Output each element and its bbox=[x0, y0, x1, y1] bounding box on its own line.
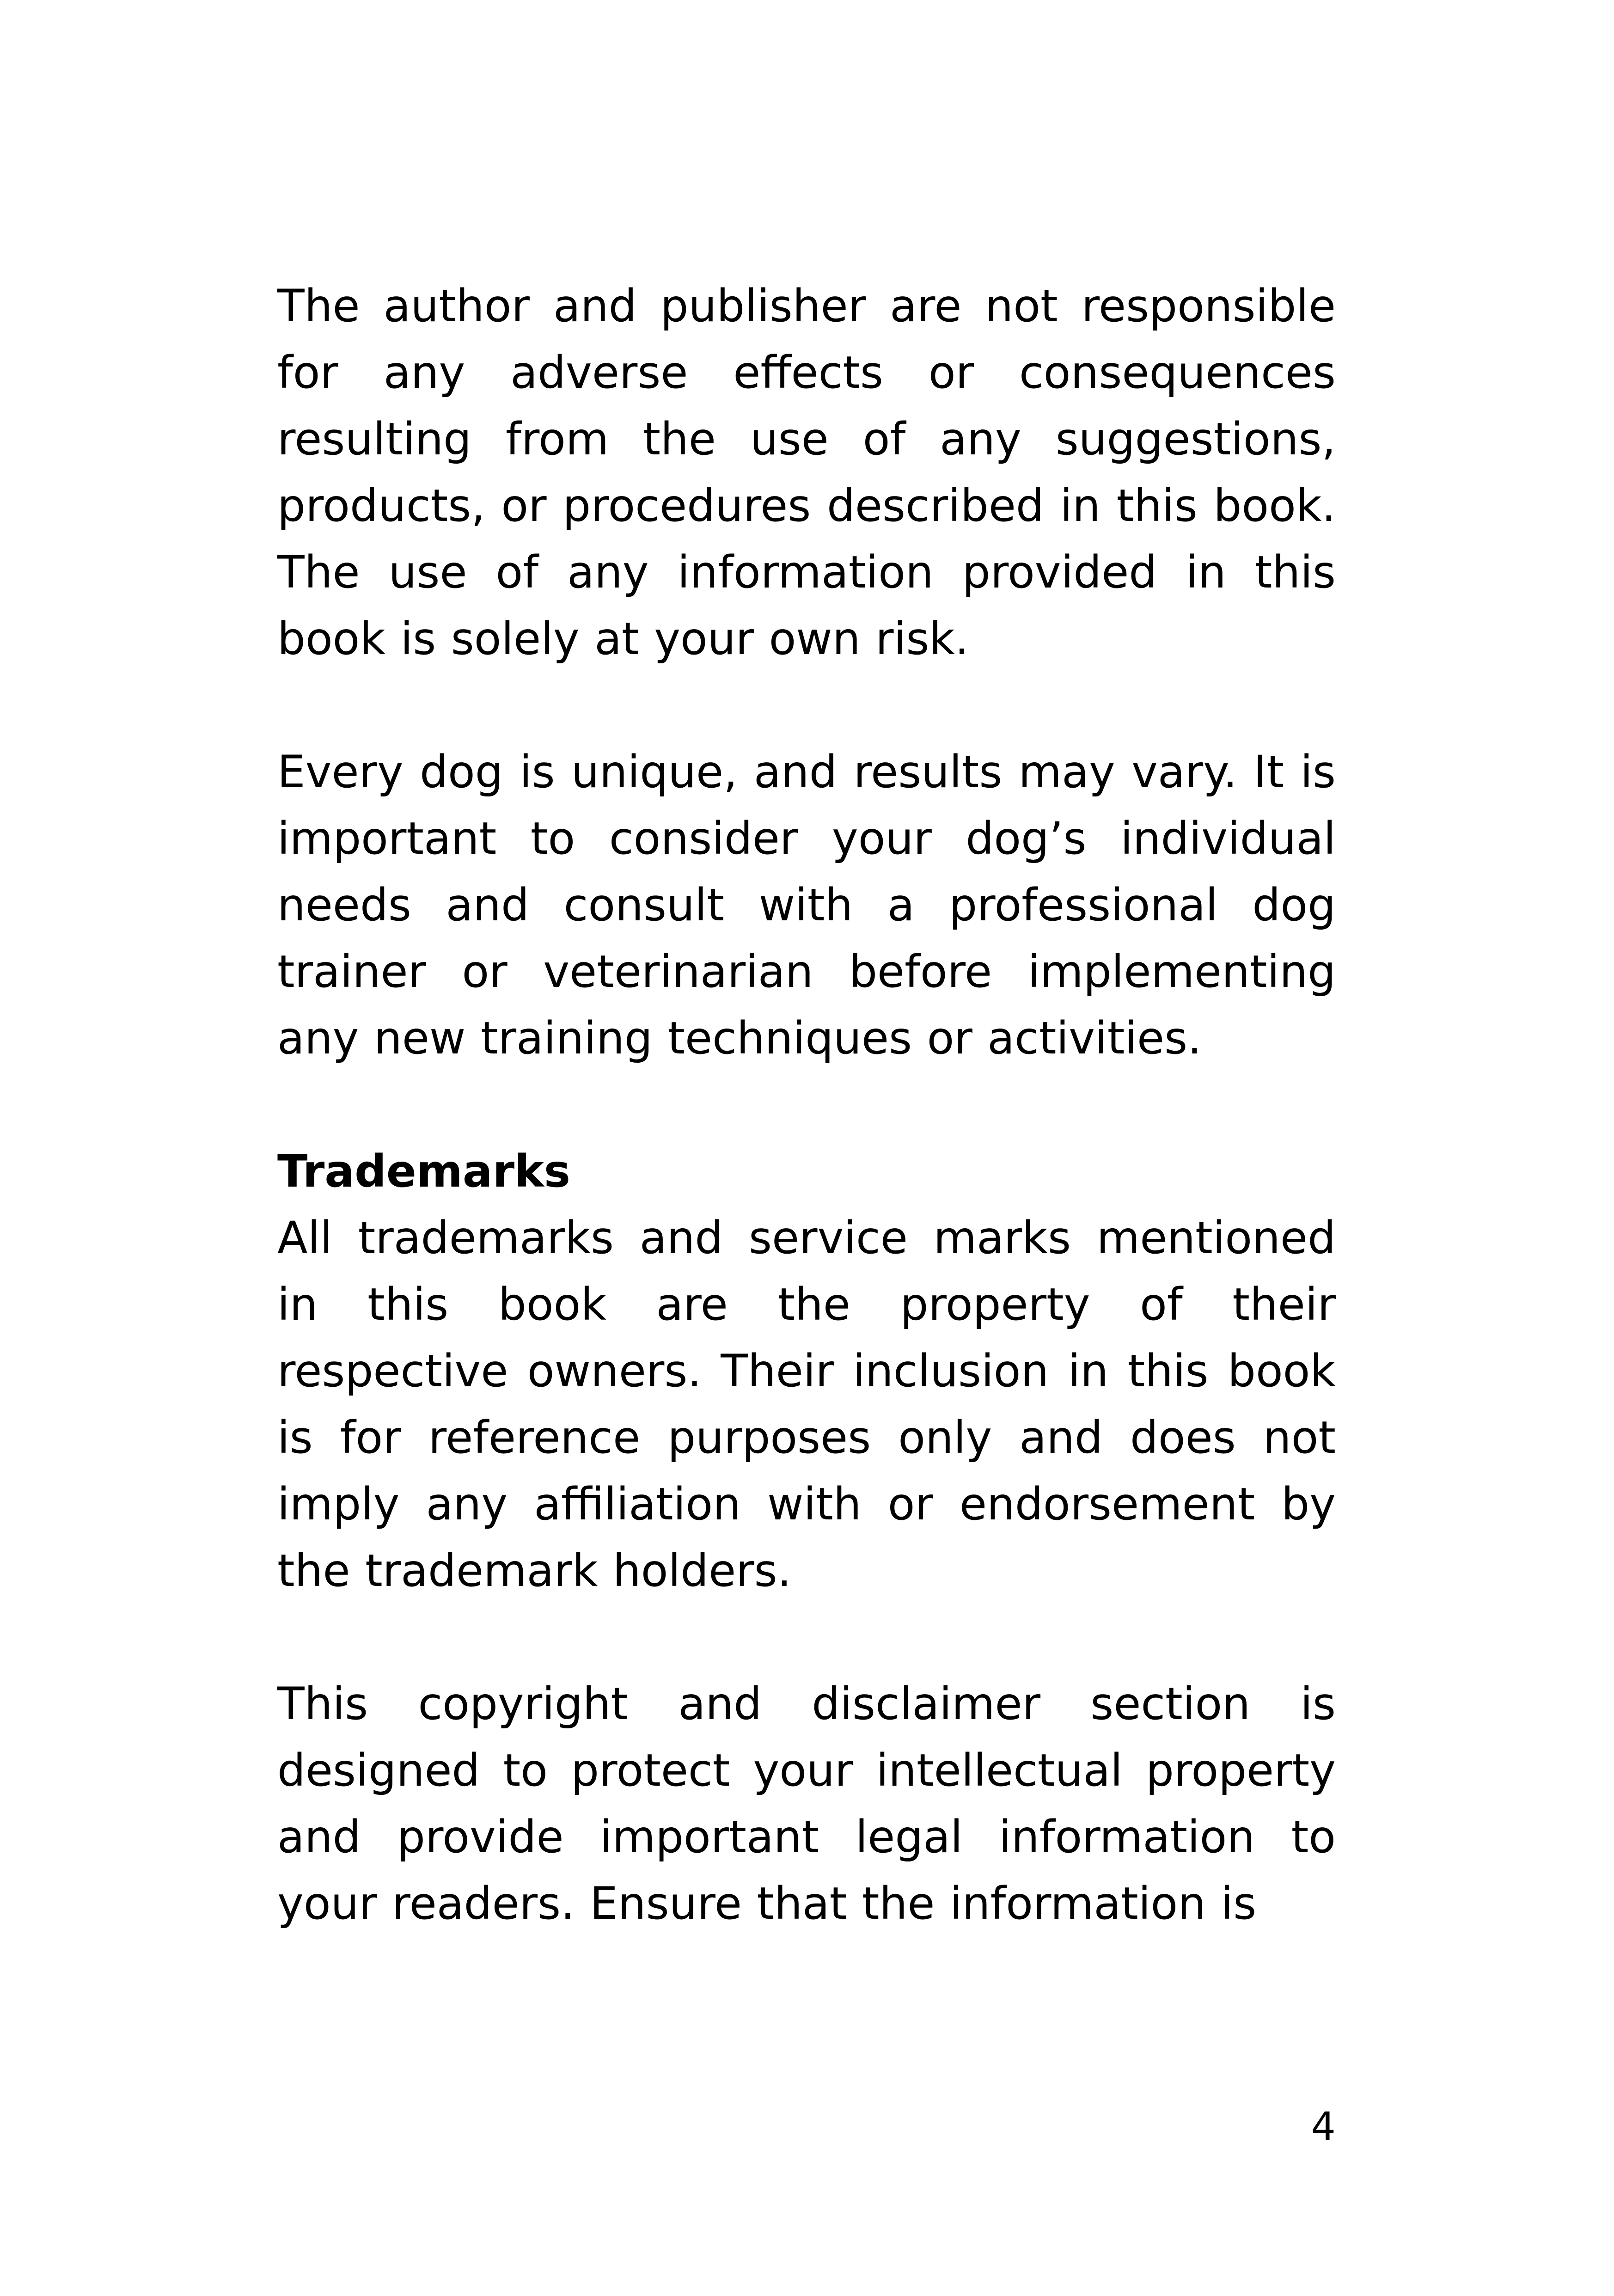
closing-paragraph: This copyright and disclaimer section is designed to protect your intellectual property and provide important legal information to your readers. Ensure that the information is bbox=[277, 1678, 1336, 1929]
body-text-column bbox=[277, 273, 1336, 2003]
unique-dog-paragraph: Every dog is unique, and results may vary. It is important to consider your dog’s individual needs and consult with a professional dog trainer or veterinarian before implementing any new training techniques or activities. bbox=[277, 746, 1336, 1064]
liability-paragraph: The author and publisher are not responsible for any adverse effects or consequences resulting from the use of any suggestions, products, or procedures described in this book. The use of any information provided in this book is solely at your own risk. bbox=[277, 280, 1336, 665]
trademarks-paragraph: All trademarks and service marks mentioned in this book are the property of their respective owners. Their inclusion in this book is for reference purposes only and does not imply any affiliation with or endorsement by the trademark holders. bbox=[277, 1212, 1336, 1597]
page-number: 4 bbox=[1311, 2104, 1336, 2149]
trademarks-heading: Trademarks bbox=[277, 1145, 571, 1197]
